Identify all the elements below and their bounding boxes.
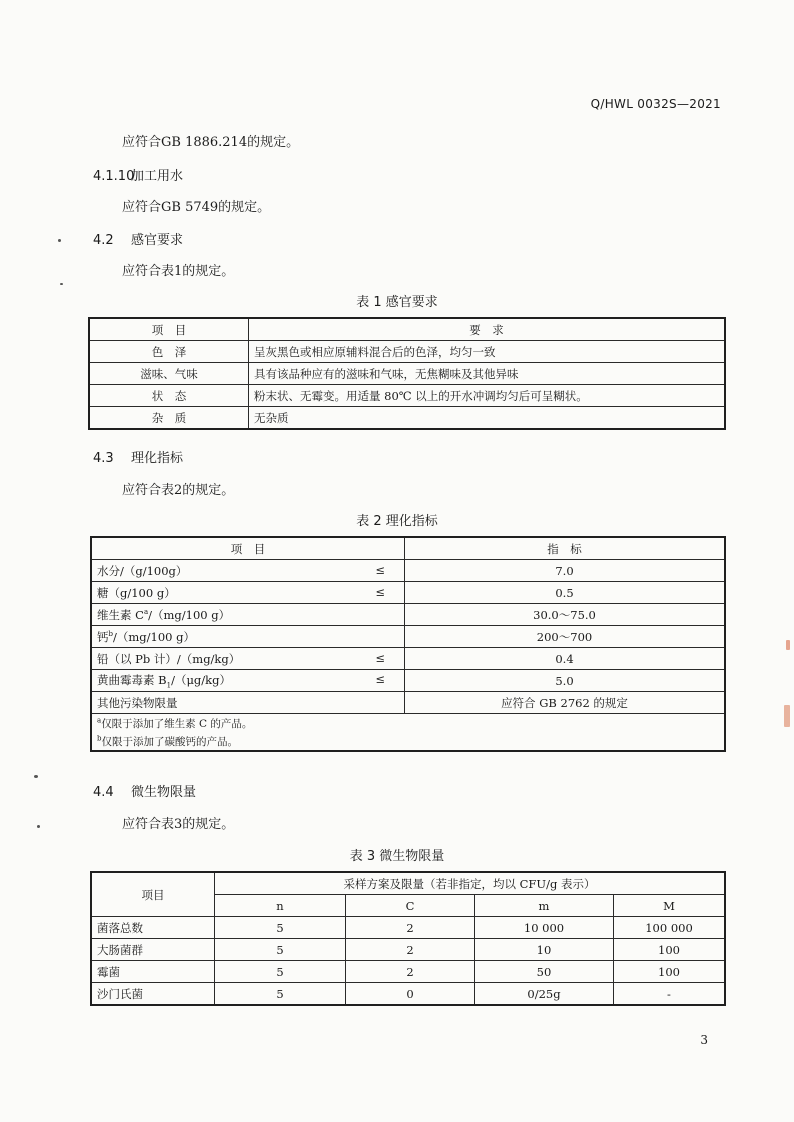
section-4-1-10-text: 应符合GB 5749的规定。: [122, 200, 271, 215]
comparison-sign: ≤: [375, 562, 385, 577]
scan-speck: [786, 640, 790, 650]
standard-code: Q/HWL 0032S—2021: [590, 97, 721, 111]
table-cell: 5.0: [405, 670, 726, 692]
table-header-cell: M: [614, 895, 726, 917]
table-cell: 0.5: [405, 582, 726, 604]
table-cell: 具有该品种应有的滋味和气味，无焦糊味及其他异味: [249, 363, 726, 385]
table-cell: 色 泽: [89, 341, 249, 363]
section-number: 4.1.10: [93, 169, 135, 184]
table-footnote-row: [91, 732, 725, 751]
table-row: [89, 341, 725, 363]
table-header-cell: C: [346, 895, 475, 917]
page-number: 3: [700, 1033, 708, 1047]
footnote-text: 仅限于添加了维生素 C 的产品。: [101, 717, 253, 730]
table-cell: [91, 670, 405, 692]
table2-physicochemical: [90, 536, 726, 752]
table-row: [89, 385, 725, 407]
section-title: 加工用水: [131, 169, 184, 184]
table-footnote: [91, 732, 725, 751]
table-cell: 霉菌: [91, 961, 215, 983]
table-cell: 杂 质: [89, 407, 249, 430]
table-cell: 2: [346, 917, 475, 939]
table-cell: 0: [346, 983, 475, 1006]
item-label: 黄曲霉毒素 B: [97, 672, 167, 687]
comparison-sign: ≤: [375, 650, 385, 665]
table-cell: 菌落总数: [91, 917, 215, 939]
table-cell: 0.4: [405, 648, 726, 670]
table3-caption: 表 3 微生物限量: [349, 849, 445, 864]
table-cell: 30.0～75.0: [405, 604, 726, 626]
table1-sensory: [88, 317, 726, 430]
table-cell: 无杂质: [249, 407, 726, 430]
table-cell: [91, 648, 405, 670]
table-cell: 100: [614, 939, 726, 961]
footnote-mark: a: [143, 607, 149, 616]
table-row: [91, 626, 725, 648]
table-row: [91, 604, 725, 626]
table-cell: -: [614, 983, 726, 1006]
section-number: 4.4: [93, 785, 114, 800]
table-header-row: [89, 318, 725, 341]
table-cell: 状 态: [89, 385, 249, 407]
section-number: 4.2: [93, 233, 114, 248]
subscript: 1: [166, 681, 172, 690]
table-cell: [91, 604, 405, 626]
table-cell: 200～700: [405, 626, 726, 648]
item-label: 水分/（g/100g）: [97, 563, 188, 578]
table-cell: [91, 582, 405, 604]
item-unit: /（μg/kg）: [171, 672, 231, 687]
item-label: 糖（g/100 g）: [97, 585, 176, 600]
table-footnote-row: [91, 714, 725, 733]
section-4-1-9-text: 应符合GB 1886.214的规定。: [122, 135, 300, 150]
table-cell: 大肠菌群: [91, 939, 215, 961]
table-row: [91, 670, 725, 692]
section-4-3-text: 应符合表2的规定。: [122, 483, 235, 498]
table-cell: 100: [614, 961, 726, 983]
table3-microbial: [90, 871, 726, 1006]
table-cell: [91, 560, 405, 582]
table-cell: 5: [215, 939, 346, 961]
table-header-row: [91, 872, 725, 895]
scan-speck: [34, 775, 38, 778]
table-cell: [91, 626, 405, 648]
table-cell: 5: [215, 917, 346, 939]
table-cell: 10: [475, 939, 614, 961]
section-title: 微生物限量: [131, 785, 197, 800]
table-cell: 100 000: [614, 917, 726, 939]
table-cell: [91, 692, 405, 714]
table-row: [89, 363, 725, 385]
section-4-1-10-heading: [93, 165, 183, 184]
table-row: [91, 983, 725, 1006]
table-header-cell: 项目: [91, 872, 215, 917]
footnote-text: 仅限于添加了碳酸钙的产品。: [101, 735, 238, 748]
item-unit: /（mg/100 g）: [148, 607, 231, 622]
section-4-2-heading: [93, 229, 183, 248]
table-cell: 应符合 GB 2762 的规定: [405, 692, 726, 714]
table-footnote: [91, 714, 725, 733]
table-row: [91, 917, 725, 939]
table-cell: 滋味、气味: [89, 363, 249, 385]
table-cell: 10 000: [475, 917, 614, 939]
section-4-3-heading: [93, 447, 183, 466]
section-4-4-text: 应符合表3的规定。: [122, 817, 235, 832]
table-row: [91, 692, 725, 714]
table-cell: 粉末状、无霉变。用适量 80℃ 以上的开水冲调均匀后可呈糊状。: [249, 385, 726, 407]
scan-speck: [60, 283, 63, 285]
table-header-cell: n: [215, 895, 346, 917]
table1-caption: 表 1 感官要求: [356, 295, 438, 310]
table-header-row: [91, 537, 725, 560]
item-label: 钙: [97, 629, 109, 644]
footnote-mark: a: [97, 716, 102, 724]
item-label: 铅（以 Pb 计）/（mg/kg）: [97, 651, 241, 666]
section-title: 理化指标: [131, 451, 184, 466]
item-unit: /（mg/100 g）: [112, 629, 195, 644]
table-cell: 2: [346, 939, 475, 961]
table-cell: 50: [475, 961, 614, 983]
table-row: [91, 560, 725, 582]
item-label: 其他污染物限量: [97, 695, 178, 710]
table-cell: 呈灰黑色或相应原辅料混合后的色泽，均匀一致: [249, 341, 726, 363]
table-header-cell: 项 目: [91, 537, 405, 560]
comparison-sign: ≤: [375, 584, 385, 599]
table-header-cell: 指 标: [405, 537, 726, 560]
table-row: [91, 961, 725, 983]
section-4-2-text: 应符合表1的规定。: [122, 264, 235, 279]
table-header-cell: 要 求: [249, 318, 726, 341]
section-number: 4.3: [93, 451, 114, 466]
comparison-sign: ≤: [375, 671, 385, 686]
table-header-cell: 项 目: [89, 318, 249, 341]
table-row: [91, 648, 725, 670]
scan-speck: [37, 825, 40, 828]
section-4-4-heading: [93, 781, 196, 800]
table-cell: 2: [346, 961, 475, 983]
table-cell: 5: [215, 983, 346, 1006]
table-row: [91, 939, 725, 961]
table-row: [91, 582, 725, 604]
table-cell: 7.0: [405, 560, 726, 582]
scan-speck: [784, 705, 790, 727]
table-cell: 0/25g: [475, 983, 614, 1006]
table-cell: 5: [215, 961, 346, 983]
item-label: 维生素 C: [97, 607, 144, 622]
table-header-cell: 采样方案及限量（若非指定，均以 CFU/g 表示）: [215, 872, 726, 895]
section-title: 感官要求: [131, 233, 184, 248]
footnote-mark: b: [97, 734, 102, 742]
table-row: [89, 407, 725, 430]
table-cell: 沙门氏菌: [91, 983, 215, 1006]
footnote-mark: b: [108, 629, 113, 638]
scan-speck: [58, 239, 61, 242]
table-header-cell: m: [475, 895, 614, 917]
table2-caption: 表 2 理化指标: [356, 514, 438, 529]
